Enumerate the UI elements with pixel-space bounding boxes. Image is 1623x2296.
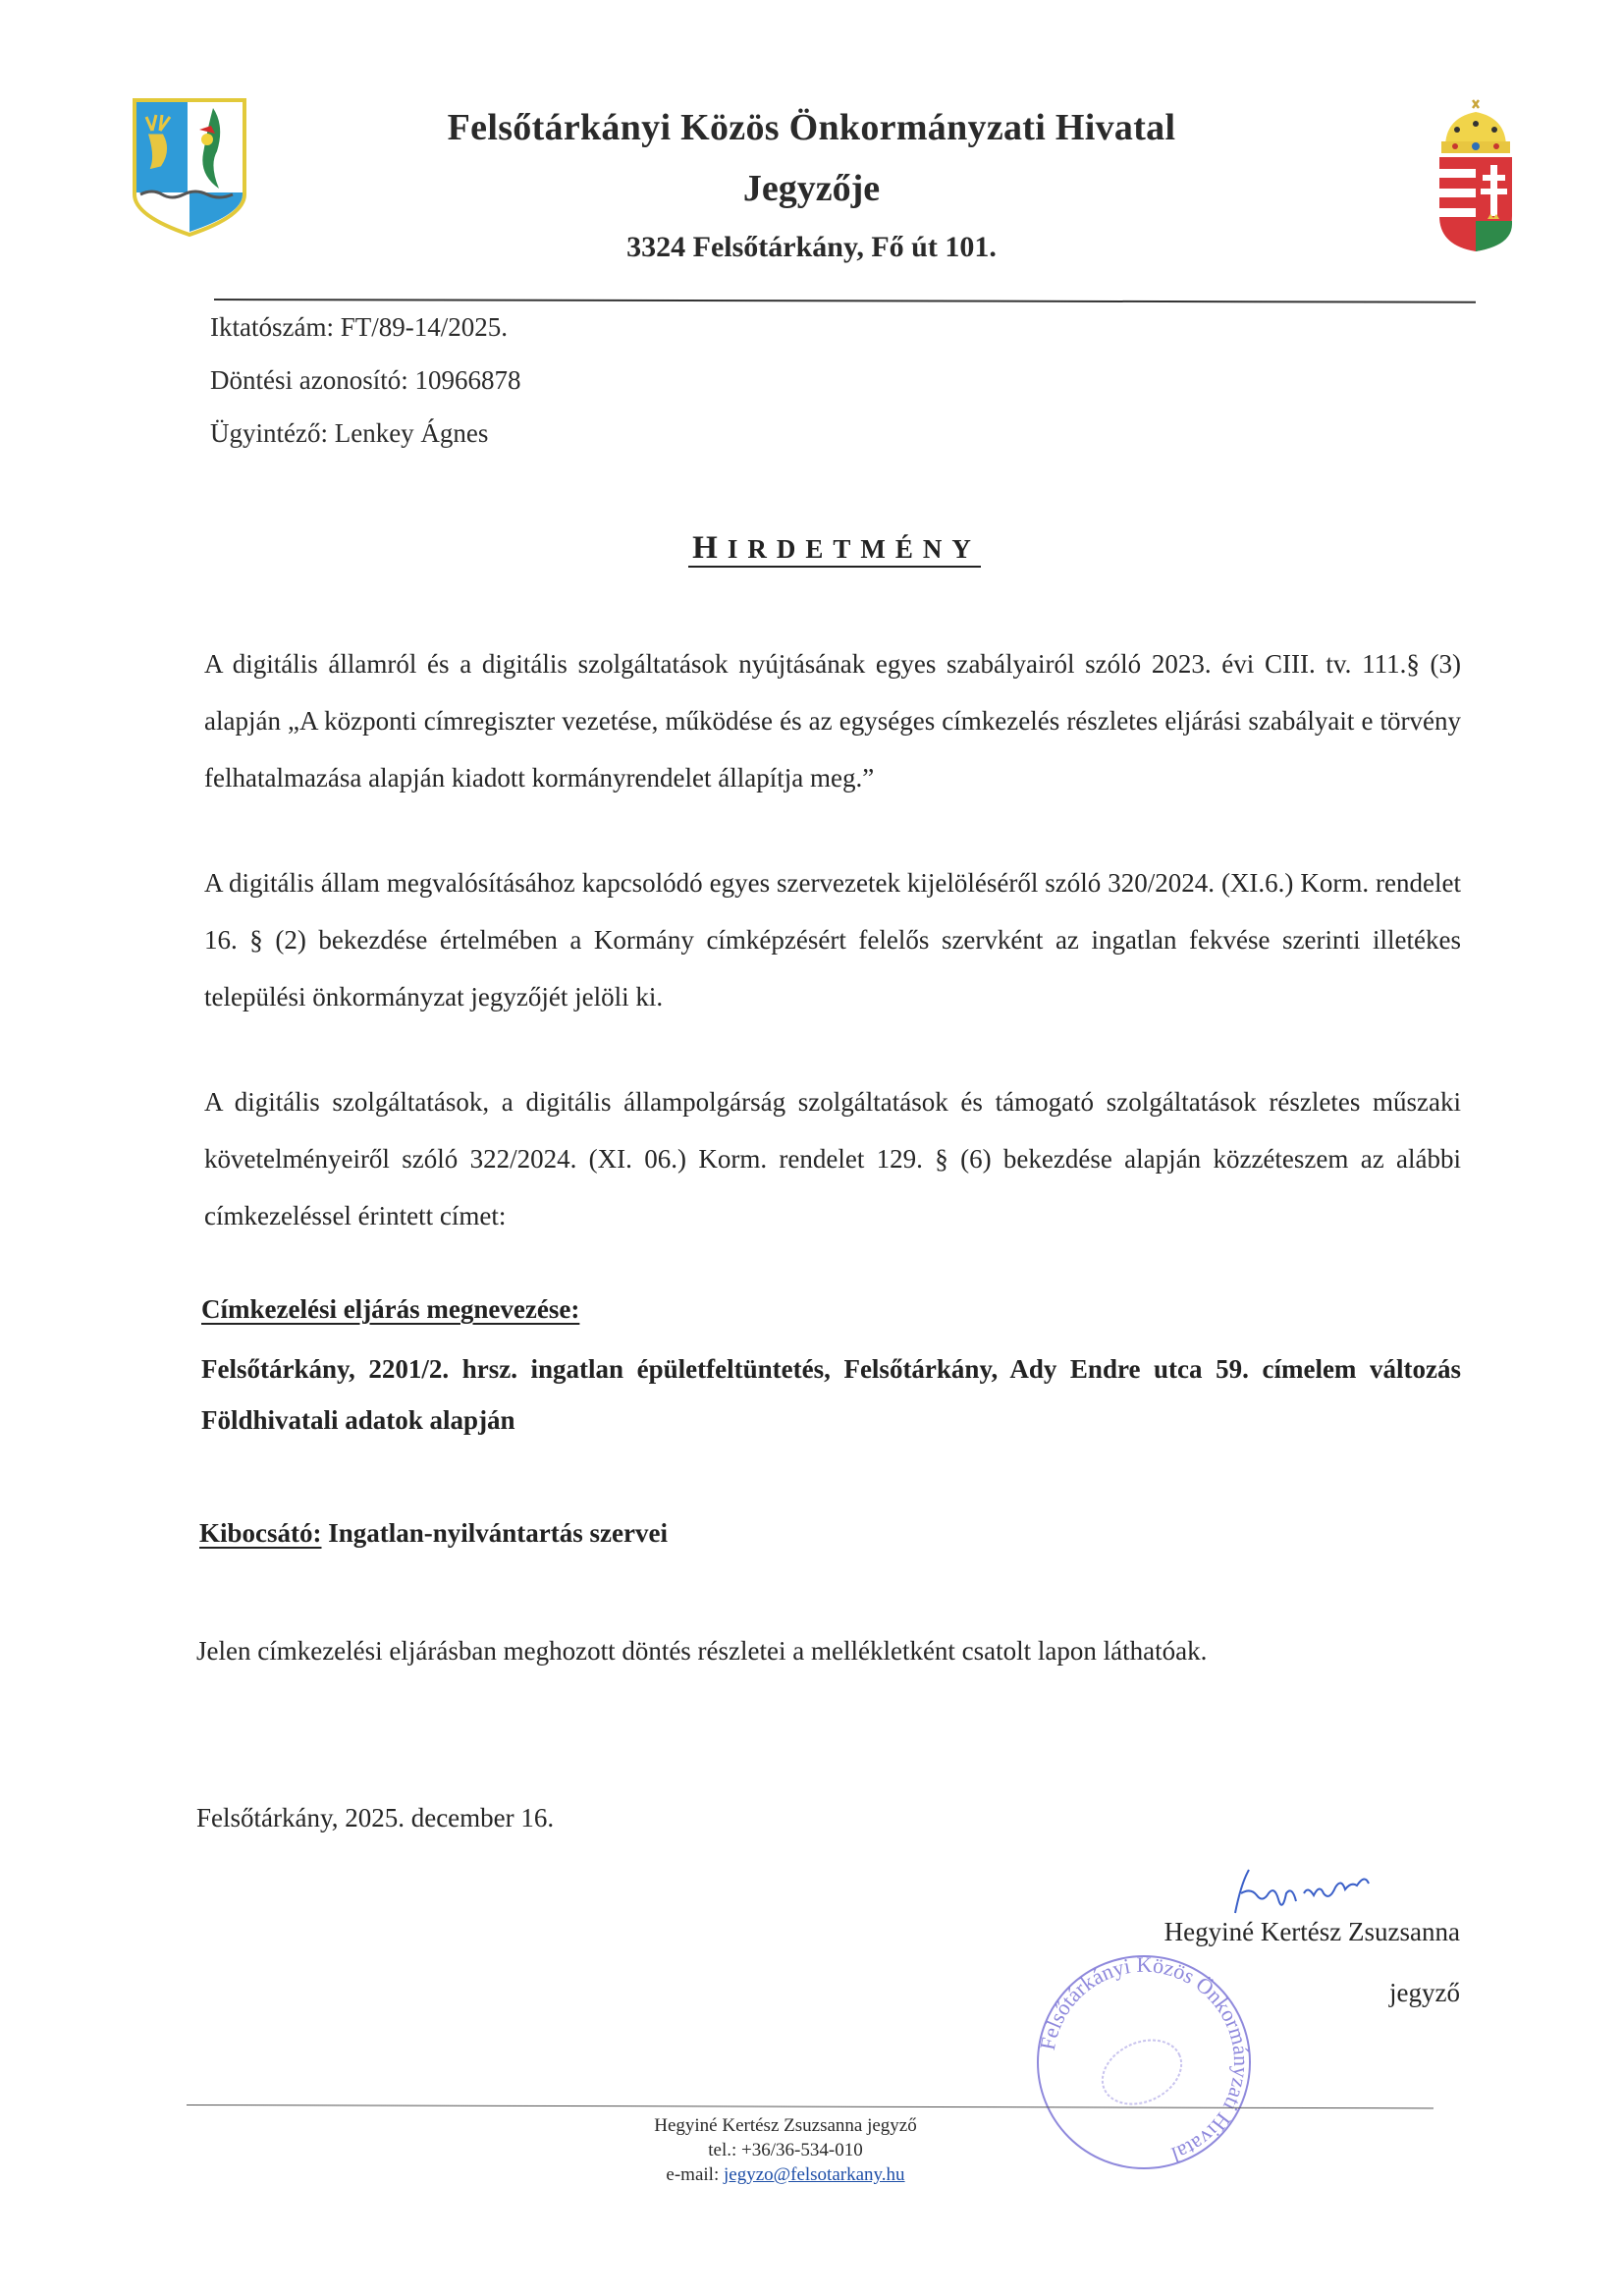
organization-address: 3324 Felsőtárkány, Fő út 101. [626,231,997,263]
felsotarkany-coat-of-arms-icon [131,96,248,239]
header-divider [214,299,1476,303]
case-officer: Ügyintéző: Lenkey Ágnes [210,418,489,448]
procedure-label: Címkezelési eljárás megnevezése: [201,1294,580,1324]
footer-email-label: e-mail: [666,2164,724,2185]
issuer-label: Kibocsátó: [199,1518,322,1548]
decision-id: Döntési azonosító: 10966878 [210,365,521,395]
closing-statement: Jelen címkezelési eljárásban meghozott döntés részletei a mellékletként csatolt lapon láthatóak. [196,1636,1208,1666]
title-initial: H [692,530,728,566]
handwritten-signature [1227,1864,1375,1923]
signatory-name: Hegyiné Kertész Zsuzsanna [1163,1917,1460,1946]
email-link[interactable]: jegyzo@felsotarkany.hu [723,2164,905,2185]
document-date: Felsőtárkány, 2025. december 16. [196,1803,555,1832]
signatory-role: jegyző [1389,1978,1460,2007]
footer-phone: tel.: +36/36-534-010 [708,2140,863,2160]
hungary-coat-of-arms-icon [1435,98,1516,253]
organization-name: Felsőtárkányi Közös Önkormányzati Hivatal [447,107,1176,148]
stamp-text: Felsőtárkányi Közös Önkormányzati Hivatal [1034,1951,1255,2168]
footer-email [491,2162,1080,2187]
organization-subtitle: Jegyzője [742,168,881,209]
title-rest: IRDETMÉNY [727,534,981,564]
issuer [199,1518,668,1549]
paragraph-designation: A digitális állam megvalósításához kapcsolódó egyes szervezetek kijelöléséről szóló 320/2024. (XI.6.) Korm. rendelet 16. § (2) bekezdése értelmében a Kormány címképzésért felelős szervként az ingatlan fekvése szerinti illetékes települési önkormányzat jegyzőjét jelöli ki. [204,868,1461,1011]
procedure-value: Felsőtárkány, 2201/2. hrsz. ingatlan épületfeltüntetés, Felsőtárkány, Ady Endre utca 59. címelem változás Földhivatali adatok alapján [201,1354,1461,1435]
registration-number: Iktatószám: FT/89-14/2025. [210,312,508,342]
paragraph-legal-basis: A digitális államról és a digitális szolgáltatások nyújtásának egyes szabályairól szóló 2023. évi CIII. tv. 111.§ (3) alapján „A központi címregiszter vezetése, működése és az egységes címkezelés részletes eljárási szabályait e törvény felhatalmazása alapján kiadott kormányrendelet állapítja meg.” [204,649,1461,793]
paragraph-publication: A digitális szolgáltatások, a digitális állampolgárság szolgáltatások és támogató szolgáltatások részletes műszaki követelményeiről szóló 322/2024. (XI. 06.) Korm. rendelet 129. § (6) bekezdése alapján közzéteszem az alábbi címkezeléssel érintett címet: [204,1087,1461,1230]
document-title [589,530,1080,567]
footer-name: Hegyiné Kertész Zsuzsanna jegyző [654,2115,917,2136]
issuer-value: Ingatlan-nyilvántartás szervei [328,1518,668,1548]
